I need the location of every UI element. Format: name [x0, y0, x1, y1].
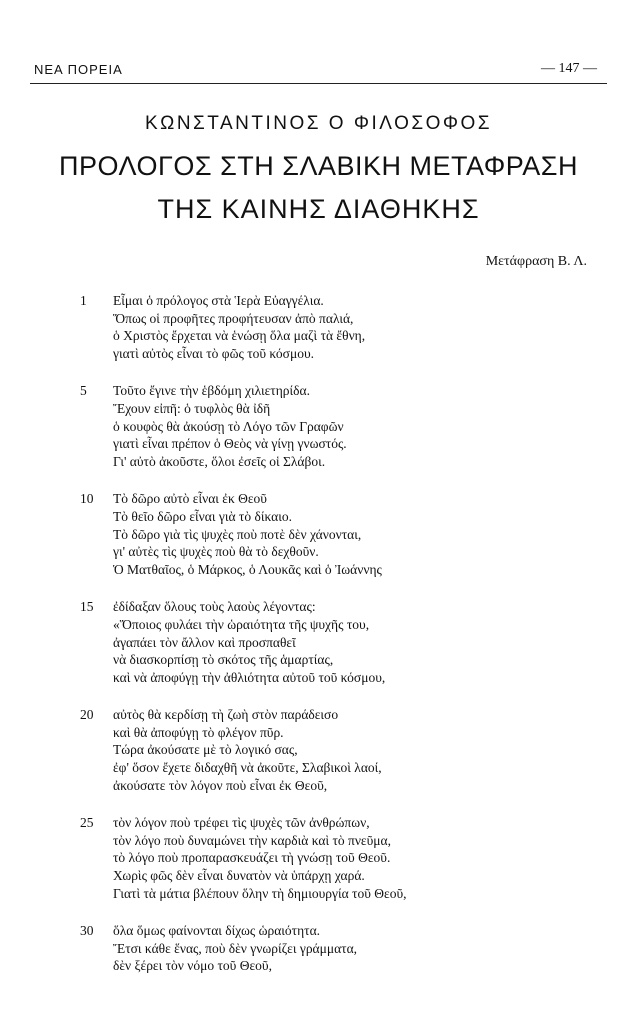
page-number: — 147 — [541, 61, 597, 76]
journal-name: ΝΕΑ ΠΟΡΕΙΑ [34, 62, 123, 77]
poem-line [0, 345, 637, 363]
line-number: 25 [80, 815, 94, 831]
line-number: 15 [80, 599, 94, 615]
line-number: 10 [80, 491, 94, 507]
line-text: καὶ θὰ ἀποφύγῃ τὸ φλέγον πῦρ. [113, 724, 284, 740]
poem-line [0, 849, 637, 867]
line-number: 20 [80, 707, 94, 723]
line-text: γιατὶ εἶναι πρέπον ὁ Θεὸς νὰ γίνῃ γνωστός. [113, 436, 347, 452]
poem-line [0, 669, 637, 687]
line-text: γι' αὐτὲς τὶς ψυχὲς ποὺ θὰ τὸ δεχθοῦν. [113, 544, 319, 560]
poem-line [0, 327, 637, 345]
line-text: Εἶμαι ὁ πρόλογος στὰ Ἱερὰ Εὐαγγέλια. [113, 293, 324, 308]
line-number: 30 [80, 923, 94, 939]
line-text: «Ὅποιος φυλάει τὴν ὡραιότητα τῆς ψυχῆς του, [113, 616, 370, 632]
poem-line [0, 634, 637, 652]
poem-line [0, 382, 637, 400]
line-text: ὁ κουφὸς θὰ ἀκούσῃ τὸ Λόγο τῶν Γραφῶν [113, 418, 344, 434]
poem-line [0, 543, 637, 561]
line-text: αὐτὸς θὰ κερδίσῃ τὴ ζωὴ στὸν παράδεισο [113, 707, 339, 723]
line-text: Τὸ θεῖο δῶρο εἶναι γιὰ τὸ δίκαιο. [113, 508, 292, 524]
author-name: ΚΩΝΣΤΑΝΤΙΝΟΣ Ο ΦΙΛΟΣΟΦΟΣ [144, 113, 493, 134]
line-text: Ἔτσι κάθε ἕνας, ποὺ δὲν γνωρίζει γράμματα, [113, 940, 358, 956]
poem-line [0, 400, 637, 418]
line-number: 5 [80, 383, 87, 399]
line-text: ἐδίδαξαν ὅλους τοὺς λαοὺς λέγοντας: [113, 599, 316, 615]
poem-line [0, 706, 637, 724]
line-text: τὸ λόγο ποὺ προπαρασκευάζει τὴ γνώσῃ τοῦ Θεοῦ. [113, 850, 391, 866]
line-text: Ἔχουν εἰπῆ: ὁ τυφλὸς θὰ ἰδῆ [113, 400, 271, 416]
poem-line [0, 435, 637, 453]
line-text: δὲν ξέρει τὸν νόμο τοῦ Θεοῦ, [113, 958, 272, 974]
line-text: Τὸ δῶρο αὐτὸ εἶναι ἐκ Θεοῦ [113, 491, 267, 507]
poem-line [0, 814, 637, 832]
line-text: τὸν λόγο ποὺ δυναμώνει τὴν καρδιὰ καὶ τὸ πνεῦμα, [113, 832, 391, 848]
poem-line [0, 724, 637, 742]
poem-line [0, 616, 637, 634]
poem-line [0, 508, 637, 526]
stanza [0, 706, 637, 794]
line-text: Τὸ δῶρο γιὰ τὶς ψυχὲς ποὺ ποτὲ δὲν χάνονται, [113, 526, 362, 542]
line-text: ὁ Χριστὸς ἔρχεται νὰ ἑνώσῃ ὅλα μαζὶ τὰ ἔθνη, [113, 328, 366, 344]
poem-line [0, 526, 637, 544]
poem-line [0, 759, 637, 777]
line-number: 1 [80, 293, 87, 308]
stanza [0, 490, 637, 578]
line-text: γιατὶ αὐτὸς εἶναι τὸ φῶς τοῦ κόσμου. [113, 345, 315, 361]
poem-line [0, 957, 637, 975]
title-line-2: ΤΗΣ ΚΑΙΝΗΣ ΔΙΑΘΗΚΗΣ [157, 194, 480, 224]
title-line-1: ΠΡΟΛΟΓΟΣ ΣΤΗ ΣΛΑΒΙΚΗ ΜΕΤΑΦΡΑΣΗ [59, 151, 578, 181]
line-text: Τώρα ἀκούσατε μὲ τὸ λογικό σας, [113, 742, 298, 758]
running-header [30, 58, 607, 84]
poem-body [0, 292, 637, 995]
poem-line [0, 310, 637, 328]
line-text: ἀκούσατε τὸν λόγον ποὺ εἶναι ἐκ Θεοῦ, [113, 777, 328, 793]
header-rule [30, 83, 607, 84]
stanza [0, 292, 637, 362]
line-text: τὸν λόγον ποὺ τρέφει τὶς ψυχὲς τῶν ἀνθρώπων, [113, 815, 370, 831]
stanza [0, 814, 637, 902]
poem-line [0, 885, 637, 903]
poem-line [0, 777, 637, 795]
line-text: Γι' αὐτὸ ἀκοῦστε, ὅλοι ἐσεῖς οἱ Σλάβοι. [113, 453, 326, 469]
stanza [0, 598, 637, 686]
line-text: Ὁ Ματθαῖος, ὁ Μάρκος, ὁ Λουκᾶς καὶ ὁ Ἰωάννης [113, 561, 382, 577]
line-text: Τοῦτο ἔγινε τὴν ἑβδόμη χιλιετηρίδα. [113, 383, 310, 399]
line-text: ἐφ' ὅσον ἔχετε διδαχθῆ νὰ ἀκοῦτε, Σλαβικοὶ λαοί, [113, 760, 382, 776]
line-text: ἀγαπάει τὸν ἄλλον καὶ προσπαθεῖ [113, 634, 296, 650]
line-text: Ὅπως οἱ προφῆτες προφήτευσαν ἀπὸ παλιά, [113, 310, 354, 326]
line-text: νὰ διασκορπίσῃ τὸ σκότος τῆς ἁμαρτίας, [113, 652, 334, 668]
poem-line [0, 490, 637, 508]
poem-line [0, 292, 637, 310]
poem-line [0, 418, 637, 436]
poem-line [0, 867, 637, 885]
translator-credit: Μετάφραση Β. Λ. [485, 254, 587, 269]
line-text: ὅλα ὅμως φαίνονται δίχως ὡραιότητα. [113, 923, 321, 939]
poem-line [0, 453, 637, 471]
poem-line [0, 561, 637, 579]
poem-line [0, 940, 637, 958]
poem-line [0, 922, 637, 940]
stanza [0, 382, 637, 470]
line-text: καὶ νὰ ἀποφύγῃ τὴν ἀθλιότητα αὐτοῦ τοῦ κόσμου, [113, 669, 386, 685]
poem-line [0, 741, 637, 759]
line-text: Χωρὶς φῶς δὲν εἶναι δυνατὸν νὰ ὑπάρχῃ χαρά. [113, 868, 365, 884]
poem-line [0, 832, 637, 850]
poem-line [0, 598, 637, 616]
stanza [0, 922, 637, 975]
line-text: Γιατὶ τὰ μάτια βλέπουν ὅλην τὴ δημιουργία τοῦ Θεοῦ, [113, 885, 407, 901]
poem-line [0, 651, 637, 669]
